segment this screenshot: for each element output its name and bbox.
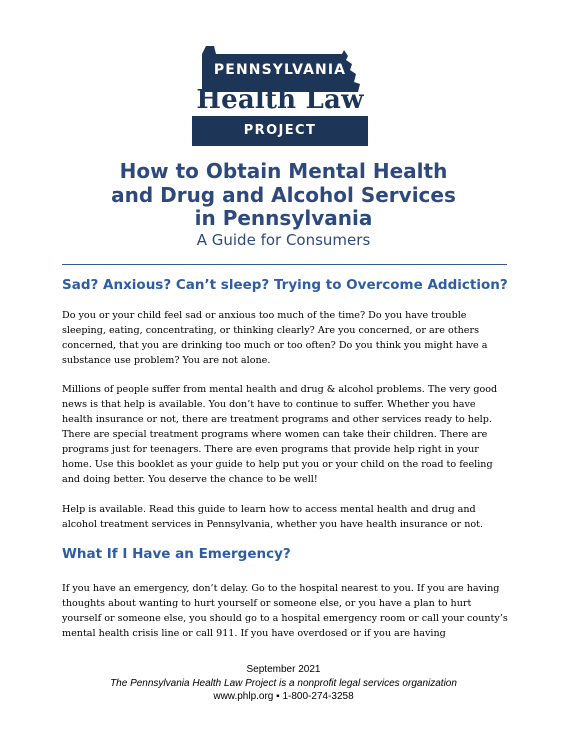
footer-contact: www.phlp.org ▪ 1-800-274-3258 <box>213 691 354 702</box>
paragraph: Help is available. Read this guide to learn how to access mental health and drug and alcohol treatment services in Pennsylvania, whether you have health insurance or not. <box>62 504 484 530</box>
logo-project-text: PROJECT <box>243 123 317 138</box>
title-divider <box>62 264 507 265</box>
paragraph: Do you or your child feel sad or anxious too much of the time? Do you have trouble sleeping, eating, concentrating, or thinking clearly? Are you concerned, or are others concerned, that you are drinking too much or too often? Do you think you might have a substance use problem? You are not alone. <box>62 310 488 366</box>
phlp-logo <box>192 46 368 146</box>
footer-tagline: The Pennsylvania Health Law Project is a nonprofit legal services organization <box>110 677 457 689</box>
document-title <box>40 160 527 249</box>
section-heading-sad-anxious: Sad? Anxious? Can’t sleep? Trying to Overcome Addiction? <box>62 277 508 293</box>
logo-health-law-text: Health Law <box>196 85 364 115</box>
title-line-3: in Pennsylvania <box>194 206 373 230</box>
logo-pennsylvania-text: PENNSYLVANIA <box>213 62 347 78</box>
section-heading-emergency: What If I Have an Emergency? <box>62 546 291 562</box>
paragraph: If you have an emergency, don’t delay. Go to the hospital nearest to you. If you are having thoughts about wanting to hurt yourself or someone else, or you have a plan to hurt yourself or someone else, you should go to a hospital emergency room or call your county’s mental health crisis line or call 911. If you have overdosed or if you are having <box>62 583 508 639</box>
paragraph: Millions of people suffer from mental health and drug & alcohol problems. The very good news is that help is available. You don’t have to continue to suffer. Whether you have health insurance or not, there are treatment programs and other services ready to help. There are special treatment programs where women can take their children. There are programs just for teenagers. There are even programs that provide help right in your home. Use this booklet as your guide to help put you or your child on the road to feeling and doing better. You deserve the chance to be well! <box>62 384 498 485</box>
title-line-1: How to Obtain Mental Health <box>119 159 448 183</box>
footer-date: September 2021 <box>246 664 321 675</box>
title-line-2: and Drug and Alcohol Services <box>111 182 456 207</box>
document-subtitle: A Guide for Consumers <box>196 230 371 249</box>
page-footer <box>40 663 527 704</box>
